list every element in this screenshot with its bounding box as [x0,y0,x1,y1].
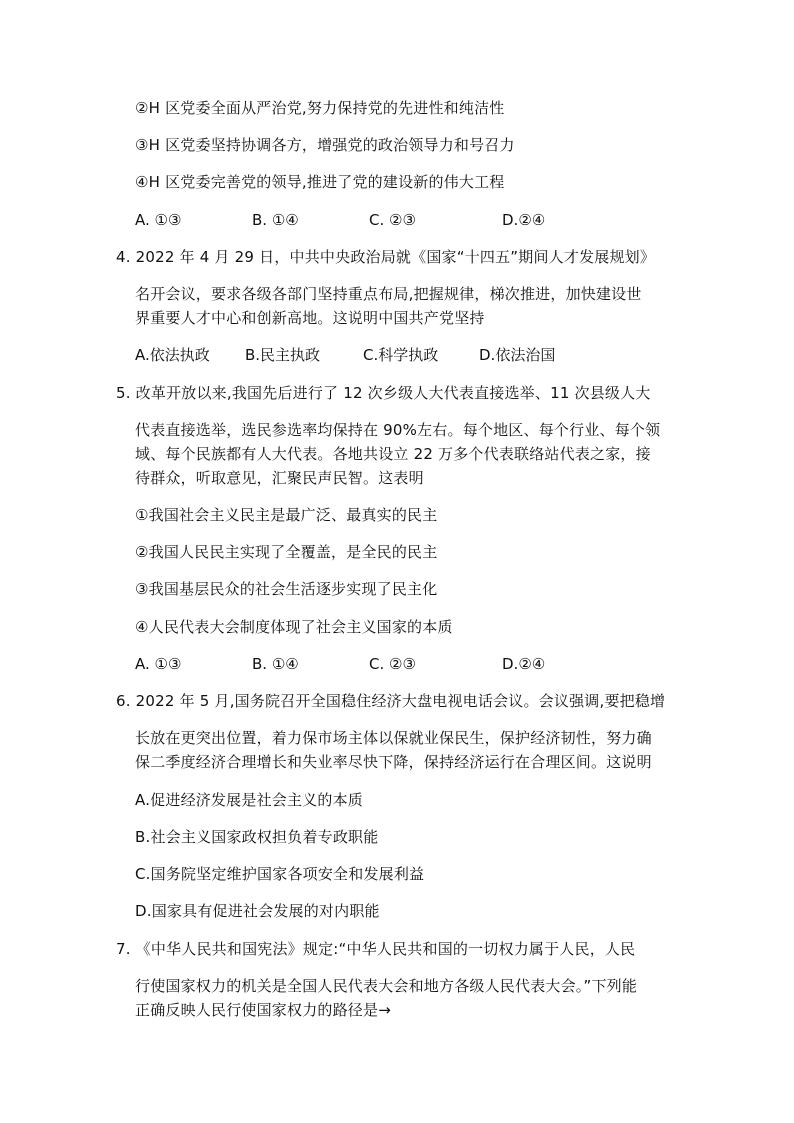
q5-line-1: 5. 改革开放以来,我国先后进行了 12 次乡级人大代表直接选举、11 次县级人大 [116,384,651,402]
q6-option-c: C.国务院坚定维护国家各项安全和发展利益 [135,865,425,883]
q4-options [135,345,635,365]
q3-option-d: D.②④ [502,211,546,229]
q3-statement-3: ③H 区党委坚持协调各方，增强党的政治领导力和号召力 [135,136,515,154]
q5-option-b: B. ①④ [252,655,299,673]
q4-line-3: 界重要人才中心和创新高地。这说明中国共产党坚持 [135,309,485,327]
q5-option-d: D.②④ [502,655,546,673]
q6-option-b: B.社会主义国家政权担负着专政职能 [135,828,379,846]
q5-line-4: 待群众，听取意见，汇聚民声民智。这表明 [135,469,424,487]
q4-line-1: 4. 2022 年 4 月 29 日，中共中央政治局就《国家“十四五”期间人才发展规划》 [116,248,656,266]
q3-statement-2: ②H 区党委全面从严治党,努力保持党的先进性和纯洁性 [135,99,505,117]
q3-statement-4: ④H 区党委完善党的领导,推进了党的建设新的伟大工程 [135,173,505,191]
q5-line-3: 域、每个民族都有人大代表。各地共设立 22 万多个代表联络站代表之家，接 [135,445,651,463]
q4-line-2: 名开会议，要求各级各部门坚持重点布局,把握规律，梯次推进，加快建设世 [135,285,642,303]
q6-line-1: 6. 2022 年 5 月,国务院召开全国稳住经济大盘电视电话会议。会议强调,要把稳增 [116,692,666,710]
q4-option-a: A.依法执政 [135,346,210,364]
q6-option-d: D.国家具有促进社会发展的对内职能 [135,902,380,920]
q5-statement-2: ②我国人民民主实现了全覆盖，是全民的民主 [135,543,438,561]
q4-option-b: B.民主执政 [245,346,321,364]
q7-line-3: 正确反映人民行使国家权力的路径是→ [135,1001,391,1019]
q5-option-a: A. ①③ [135,655,182,673]
q3-option-c: C. ②③ [369,211,416,229]
q5-statement-1: ①我国社会主义民主是最广泛、最真实的民主 [135,506,438,524]
q5-option-c: C. ②③ [369,655,416,673]
q5-options [135,654,635,674]
q6-line-3: 保二季度经济合理增长和失业率尽快下降，保持经济运行在合理区间。这说明 [135,753,652,771]
q5-statement-4: ④人民代表大会制度体现了社会主义国家的本质 [135,618,453,636]
q3-option-b: B. ①④ [252,211,299,229]
q3-options [135,210,635,230]
q7-line-1: 7. 《中华人民共和国宪法》规定:“中华人民共和国的一切权力属于人民，人民 [116,940,636,958]
q4-option-c: C.科学执政 [363,346,439,364]
q5-statement-3: ③我国基层民众的社会生活逐步实现了民主化 [135,580,438,598]
q6-line-2: 长放在更突出位置，着力保市场主体以保就业保民生，保护经济韧性，努力确 [135,729,652,747]
q7-line-2: 行使国家权力的机关是全国人民代表大会和地方各级人民代表大会。”下列能 [135,977,638,995]
q5-line-2: 代表直接选举，选民参选率均保持在 90%左右。每个地区、每个行业、每个领 [135,421,661,439]
q3-option-a: A. ①③ [135,211,182,229]
q6-option-a: A.促进经济发展是社会主义的本质 [135,791,363,809]
q4-option-d: D.依法治国 [479,346,556,364]
